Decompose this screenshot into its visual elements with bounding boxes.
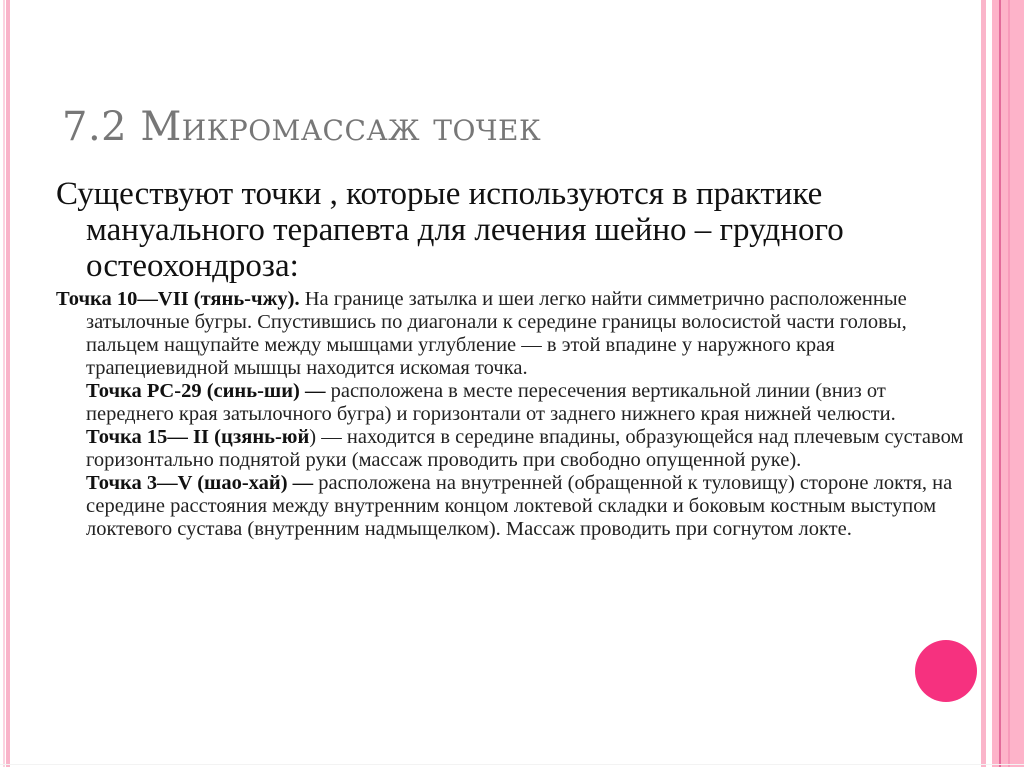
left-border-stripe-light	[3, 0, 5, 767]
point-label: Точка 3—V (шао-хай) —	[86, 472, 314, 494]
point-label: Точка PC-29 (синь-ши) —	[86, 380, 326, 402]
right-border-line-dark	[999, 0, 1001, 767]
bottom-divider	[0, 764, 1024, 765]
slide-title: 7.2 Микромассаж точек	[62, 104, 542, 150]
intro-block	[56, 176, 916, 284]
right-border-line-mid	[1008, 0, 1010, 767]
right-border-stripe-thin	[981, 0, 986, 767]
point-item	[56, 380, 976, 426]
decorative-circle	[915, 640, 977, 702]
point-text: На границе затылка и шеи легко найти симметрично расположенные затылочные бугры. Спустившись по диагонали к середине границы волосистой части головы, пальцем нащупайте между мышцами углубление — в этой впадине у наружного края трапециевидной мышцы находится искомая точка.	[86, 288, 907, 379]
points-list	[56, 288, 976, 541]
point-item	[56, 288, 976, 380]
left-border-stripe	[6, 0, 10, 767]
point-text: расположена в месте пересечения вертикальной линии (вниз от переднего края затылочного бугра) и горизонтали от заднего нижнего края нижней челюсти.	[86, 380, 896, 425]
intro-text: Существуют точки , которые используются в практике мануального терапевта для лечения шейно – грудного остеохондроза:	[56, 176, 844, 284]
point-label: Точка 10—VII (тянь-чжу).	[56, 288, 300, 310]
point-text: ) — находится в середине впадины, образующейся над плечевым суставом горизонтально поднятой руки (массаж проводить при свободно опущенной руке).	[86, 426, 964, 471]
point-label: Точка 15— II (цзянь-юй	[86, 426, 310, 448]
point-text: расположена на внутренней (обращенной к туловищу) стороне локтя, на середине расстояния между внутренним концом локтевой складки и боковым костным выступом локтевого сустава (внутренним надмыщелком). Массаж проводить при согнутом локте.	[86, 472, 953, 540]
point-item	[56, 426, 976, 472]
point-item	[56, 472, 976, 541]
